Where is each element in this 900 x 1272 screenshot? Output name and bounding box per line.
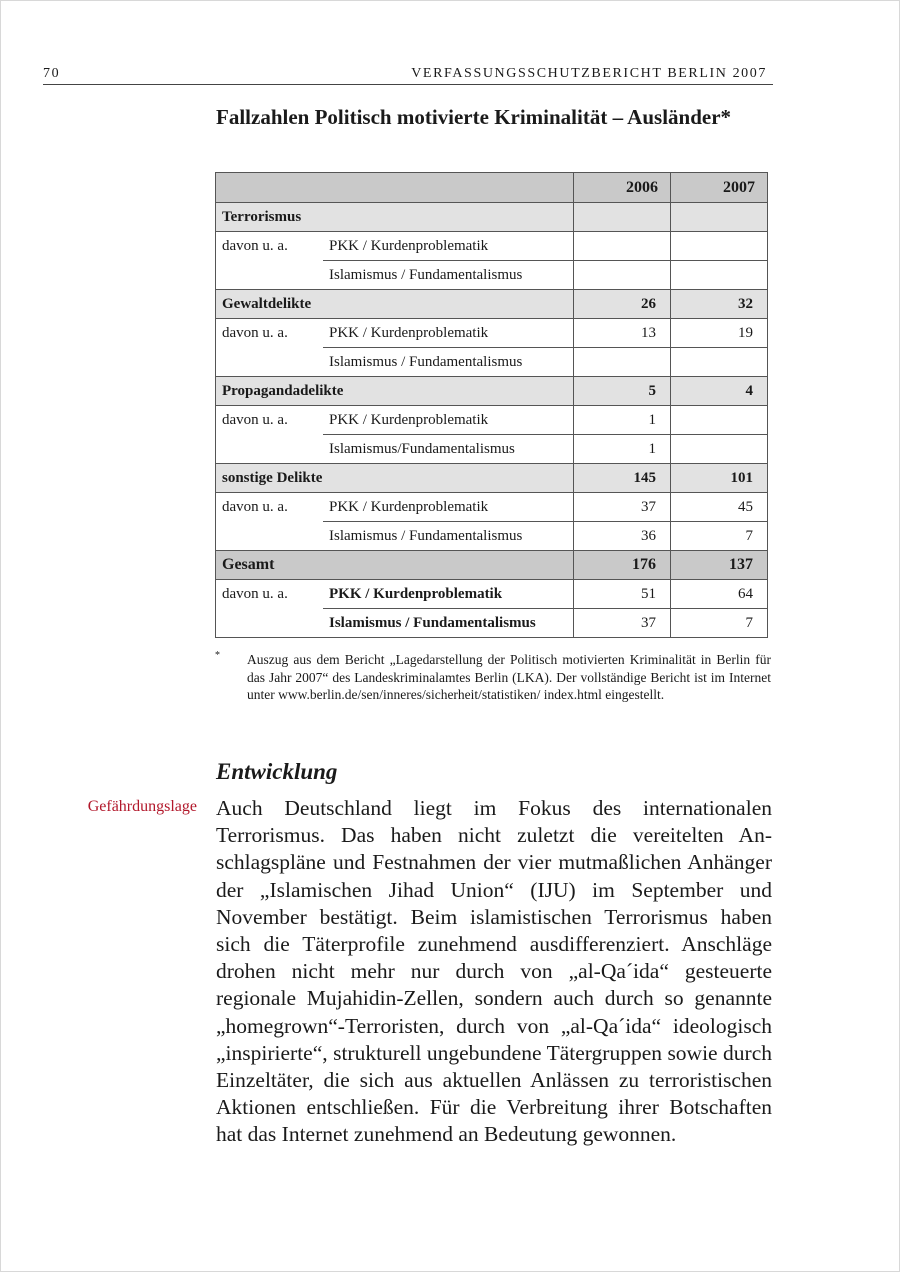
value-2007: 45: [671, 493, 768, 522]
table-category-row: [216, 203, 768, 232]
page-number: 70: [43, 66, 61, 81]
row-prefix: davon u. a.: [216, 406, 324, 435]
body-paragraph: Auch Deutschland liegt im Fokus des internationalen Terrorismus. Das haben nicht zuletzt die vereitelten Anschlagspläne und Festnahmen der vier mutmaßlichen Anhänger der „Islamischen Jihad Union“ (IJU) im September und November bestätigt. Beim islamistischen Terrorismus haben sich die Täterprofile zunehmend ausdifferenziert. Anschläge drohen nicht mehr nur durch von „al-Qa´ida“ gesteuerte regionale Mujahidin-Zellen, sondern auch durch so genannte „homegrown“-Terroristen, durch von „al-Qa´ida“ ideologisch „inspirierte“, strukturell ungebundene Tätergruppen sowie durch Einzeltäter, die sich aus aktuellen Anlässen zu terroristischen Aktionen entschließen. Für die Verbreitung ihrer Botschaften hat das Internet zunehmend an Bedeutung gewonnen.: [216, 796, 772, 1147]
table-total-row: [216, 551, 768, 580]
value-2007: [671, 406, 768, 435]
value-2007: 4: [671, 377, 768, 406]
margin-note: Gefährdungslage: [87, 798, 197, 815]
value-2006: 5: [574, 377, 671, 406]
value-2006: 1: [574, 406, 671, 435]
value-2006: 1: [574, 435, 671, 464]
table-header-blank: [216, 173, 574, 203]
row-label: Propagandadelikte: [216, 377, 574, 406]
row-topic: Islamismus / Fundamentalismus: [323, 348, 574, 377]
value-2006: 176: [574, 551, 671, 580]
running-title: VERFASSUNGSSCHUTZBERICHT BERLIN 2007: [411, 66, 767, 81]
statistics-table: [215, 172, 768, 638]
running-header: [43, 64, 773, 85]
table-footnote: [215, 651, 771, 704]
row-prefix: [216, 435, 324, 464]
table-subrow: [216, 319, 768, 348]
value-2006: [574, 203, 671, 232]
value-2006: 51: [574, 580, 671, 609]
table-subrow: [216, 435, 768, 464]
table-title: Fallzahlen Politisch motivierte Kriminalität – Ausländer*: [216, 105, 732, 129]
row-prefix: davon u. a.: [216, 493, 324, 522]
table-subrow: [216, 609, 768, 638]
row-topic: Islamismus / Fundamentalismus: [323, 522, 574, 551]
value-2007: 32: [671, 290, 768, 319]
row-topic: PKK / Kurdenproblematik: [323, 580, 574, 609]
table-subrow: [216, 261, 768, 290]
row-prefix: [216, 609, 324, 638]
row-topic: PKK / Kurdenproblematik: [323, 493, 574, 522]
value-2006: 13: [574, 319, 671, 348]
table-subrow: [216, 348, 768, 377]
row-topic: PKK / Kurdenproblematik: [323, 319, 574, 348]
value-2006: 37: [574, 493, 671, 522]
value-2007: [671, 203, 768, 232]
row-topic: PKK / Kurdenproblematik: [323, 232, 574, 261]
column-header-2007: 2007: [671, 173, 768, 203]
row-prefix: [216, 348, 324, 377]
value-2006: 37: [574, 609, 671, 638]
row-topic: PKK / Kurdenproblematik: [323, 406, 574, 435]
value-2007: 19: [671, 319, 768, 348]
value-2007: 64: [671, 580, 768, 609]
row-prefix: davon u. a.: [216, 319, 324, 348]
footnote-marker: *: [215, 650, 220, 661]
table-category-row: [216, 377, 768, 406]
value-2007: 7: [671, 522, 768, 551]
value-2007: [671, 348, 768, 377]
table-subrow: [216, 493, 768, 522]
table-category-row: [216, 290, 768, 319]
row-topic: Islamismus/Fundamentalismus: [323, 435, 574, 464]
table-header-row: [216, 173, 768, 203]
row-topic: Islamismus / Fundamentalismus: [323, 261, 574, 290]
table-subrow: [216, 232, 768, 261]
value-2006: [574, 348, 671, 377]
table-subrow: [216, 522, 768, 551]
value-2007: [671, 261, 768, 290]
row-prefix: davon u. a.: [216, 232, 324, 261]
value-2007: 101: [671, 464, 768, 493]
row-prefix: davon u. a.: [216, 580, 324, 609]
table-category-row: [216, 464, 768, 493]
value-2006: 145: [574, 464, 671, 493]
row-label: sonstige Delikte: [216, 464, 574, 493]
row-prefix: [216, 261, 324, 290]
value-2007: 7: [671, 609, 768, 638]
row-topic: Islamismus / Fundamentalismus: [323, 609, 574, 638]
table-subrow: [216, 580, 768, 609]
value-2007: [671, 435, 768, 464]
column-header-2006: 2006: [574, 173, 671, 203]
row-label: Terrorismus: [216, 203, 574, 232]
value-2007: 137: [671, 551, 768, 580]
value-2006: 26: [574, 290, 671, 319]
value-2006: [574, 232, 671, 261]
row-label: Gesamt: [216, 551, 574, 580]
table-subrow: [216, 406, 768, 435]
row-prefix: [216, 522, 324, 551]
value-2007: [671, 232, 768, 261]
section-heading: Entwicklung: [216, 759, 338, 784]
row-label: Gewaltdelikte: [216, 290, 574, 319]
footnote-text: Auszug aus dem Bericht „Lagedarstellung der Politisch motivierten Kriminalität in Berlin für das Jahr 2007“ des Landeskriminalamtes Berlin (LKA). Der vollständige Bericht ist im Internet unter www.berlin.de/sen/inneres/sicherheit/statistiken/ index.html eingestellt.: [247, 652, 771, 702]
value-2006: [574, 261, 671, 290]
value-2006: 36: [574, 522, 671, 551]
